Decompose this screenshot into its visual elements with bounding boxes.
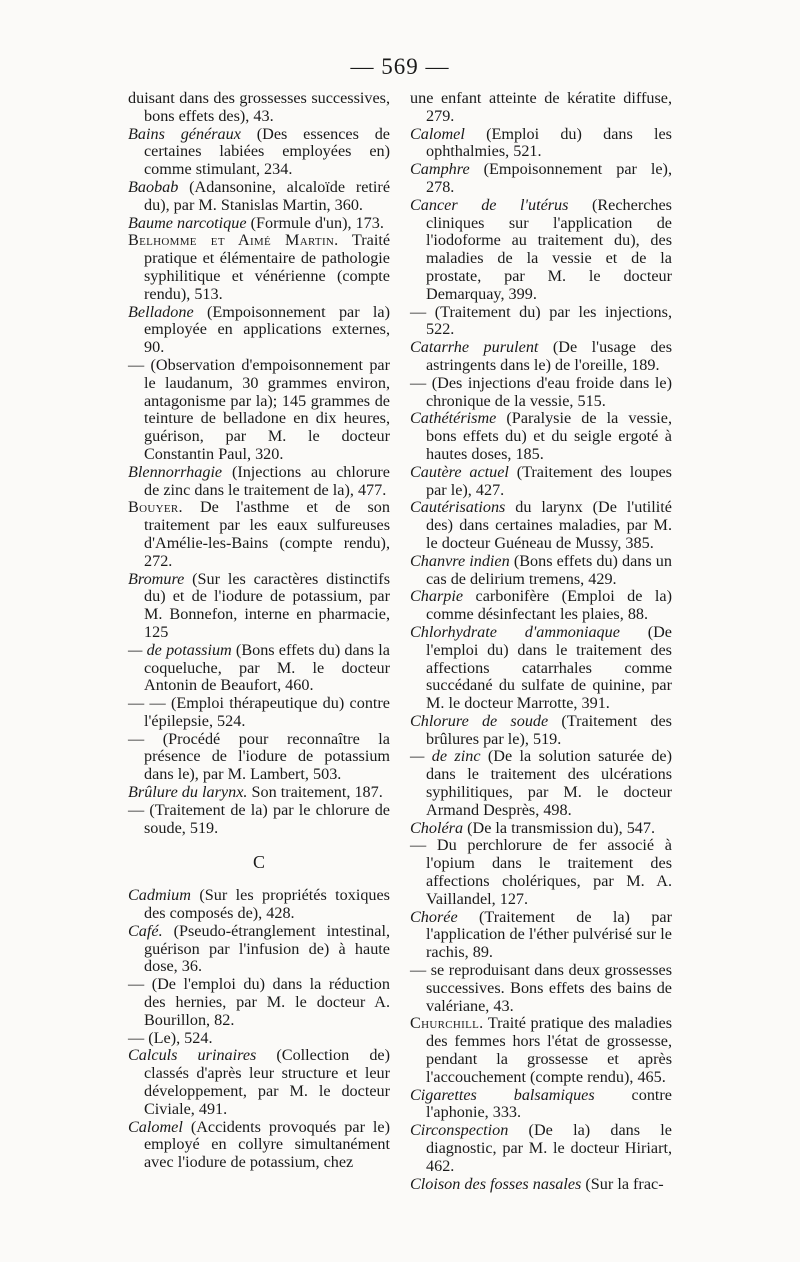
index-entry	[410, 499, 672, 552]
index-entry	[128, 90, 390, 126]
entry-text: (Sur les propriétés toxiques des composés de), 428.	[144, 886, 390, 923]
index-entry	[410, 161, 672, 197]
entry-text: contre l'aphonie, 333.	[426, 1085, 672, 1122]
entry-term: Cathétérisme	[410, 409, 497, 428]
entry-term: Chlorhydrate d'ammoniaque	[410, 622, 620, 641]
entry-term: Cautère actuel	[410, 462, 509, 481]
index-entry	[410, 820, 672, 838]
entry-term: Chlorure de soude	[410, 711, 549, 730]
entry-text: Traité pratique et élémentaire de pathologie syphilitique et vénérienne (compte rendu), 513.	[144, 231, 391, 303]
entry-text: du larynx (De l'utilité des) dans certaines maladies, par M. le docteur Guéneau de Mussy, 385.	[426, 498, 672, 552]
index-entry	[128, 784, 390, 802]
left-column	[128, 90, 390, 1172]
entry-term: Bouyer.	[128, 498, 183, 517]
entry-term: Choléra	[410, 818, 464, 837]
index-entry	[410, 1176, 672, 1194]
entry-text: — (Procédé pour reconnaître la présence de l'iodure de potassium dans le), par M. Lambert, 503.	[128, 729, 390, 784]
right-column	[410, 90, 672, 1193]
entry-term: Calomel	[410, 124, 465, 143]
entry-text: (De la transmission du), 547.	[463, 818, 656, 837]
index-entry	[128, 1047, 390, 1118]
entry-text: (Sur les caractères distinctifs du) et de l'iodure de potassium, par M. Bonnefon, interne en pharmacie, 125	[144, 569, 390, 641]
page-number: — 569 —	[350, 54, 450, 79]
entry-term: Chanvre indien	[410, 551, 510, 570]
entry-text: — (Le), 524.	[128, 1028, 213, 1047]
entry-term: Brûlure du larynx.	[128, 783, 248, 802]
entry-term: Catarrhe purulent	[410, 338, 539, 357]
index-entry	[410, 126, 672, 162]
index-entry	[410, 90, 672, 126]
entry-text: — — (Emploi thérapeutique du) contre l'épilepsie, 524.	[128, 694, 390, 730]
index-entry	[128, 215, 390, 233]
entry-text: — Du perchlorure de fer associé à l'opium dans le traitement des affections cholériques, par M. A. Vaillandel, 127.	[410, 836, 672, 908]
index-entry	[410, 837, 672, 908]
entry-text: (De la solution saturée de) dans le traitement des ulcérations syphilitiques, par M. le docteur Armand Desprès, 498.	[426, 747, 672, 819]
entry-term: Charpie	[410, 587, 464, 606]
entry-term: Baume narcotique	[128, 213, 247, 232]
index-entry	[128, 464, 390, 500]
entry-term: Blennorrhagie	[128, 462, 223, 481]
entry-term: Baobab	[128, 177, 179, 196]
entry-text: (De l'usage des astringents dans le) de l'oreille, 189.	[426, 338, 673, 374]
entry-text: duisant dans des grossesses successives, bons effets des), 43.	[128, 89, 390, 125]
entry-term: Cloison des fosses nasales	[410, 1174, 582, 1193]
entry-text: — (Observation d'empoisonnement par le laudanum, 30 grammes environ, antagonisme par la); 145 grammes de teinture de belladone en dix heures, guérison, par M. le docteur Constantin Paul, 320.	[128, 355, 390, 463]
index-entry	[128, 571, 390, 642]
entry-text: Son traitement, 187.	[247, 783, 383, 802]
index-entry	[128, 695, 390, 731]
index-entry	[128, 179, 390, 215]
entry-text: (Empoisonnement par la) employée en applications externes, 90.	[144, 302, 390, 357]
index-entry	[128, 499, 390, 570]
index-entry	[128, 642, 390, 695]
entry-term: Café.	[128, 921, 163, 940]
entry-text: — (Traitement de la) par le chlorure de soude, 519.	[128, 800, 390, 837]
entry-term: Cautérisations	[410, 498, 506, 517]
entries-b	[128, 90, 390, 837]
index-entry	[128, 976, 390, 1029]
entry-text: (Bons effets du) dans la coqueluche, par M. le docteur Antonin de Beaufort, 460.	[144, 640, 390, 695]
entry-text: De l'asthme et de son traitement par les eaux sulfureuses d'Amélie-les-Bains (compte rendu), 272.	[144, 498, 390, 570]
entries-c-continued	[410, 90, 672, 1193]
entry-term: Belladone	[128, 302, 194, 321]
index-entry	[410, 410, 672, 463]
entry-text: (Pseudo-étranglement intestinal, guérison par l'infusion de) à haute dose, 36.	[144, 921, 390, 976]
index-entry	[128, 304, 390, 357]
index-entry	[410, 624, 672, 713]
entry-term: Circonspection	[410, 1121, 509, 1140]
entry-term: Cancer de l'utérus	[410, 195, 569, 214]
entry-text: (Collection de) classés d'après leur structure et leur développement, par M. le docteur Civiale, 491.	[144, 1046, 390, 1118]
entry-text: (Bons effets du) dans un cas de delirium tremens, 429.	[426, 551, 672, 588]
index-entry	[410, 1122, 672, 1175]
entry-text: (Accidents provoqués par le) employé en collyre simultanément avec l'iodure de potassium, chez	[144, 1117, 390, 1172]
index-entry	[410, 909, 672, 962]
entry-term: Calculs urinaires	[128, 1046, 257, 1065]
index-entry	[128, 802, 390, 838]
entry-text: (Empoisonnement par le), 278.	[426, 160, 672, 196]
index-entry	[410, 339, 672, 375]
entry-term: Cigarettes balsamiques	[410, 1085, 595, 1104]
index-entry	[128, 887, 390, 923]
entry-text: — (Des injections d'eau froide dans le) chronique de la vessie, 515.	[410, 373, 672, 410]
index-entry	[128, 731, 390, 784]
index-entry	[410, 1087, 672, 1123]
index-entry	[410, 375, 672, 411]
entry-text: (Traitement de la) par l'application de l'éther pulvérisé sur le rachis, 89.	[426, 907, 672, 962]
entry-text: (Emploi du) dans les ophthalmies, 521.	[426, 124, 672, 161]
entry-text: (Adansonine, alcaloïde retiré du), par M. Stanislas Martin, 360.	[144, 177, 390, 214]
entry-term: Belhomme et Aimé Martin.	[128, 231, 339, 250]
entry-term: Churchill.	[410, 1014, 484, 1033]
index-entry	[128, 357, 390, 464]
entry-term: Cadmium	[128, 886, 191, 905]
entry-term: Camphre	[410, 160, 470, 179]
entry-term: Bains généraux	[128, 124, 241, 143]
index-entry	[410, 304, 672, 340]
entry-term: — de zinc	[410, 747, 481, 766]
index-entry	[128, 1119, 390, 1172]
entry-text: carbonifère (Emploi de la) comme désinfectant les plaies, 88.	[426, 587, 672, 624]
entry-text: (Formule d'un), 173.	[246, 213, 384, 232]
index-entry	[410, 197, 672, 304]
index-entry	[410, 588, 672, 624]
entry-text: une enfant atteinte de kératite diffuse, 279.	[410, 89, 672, 125]
entry-term: Bromure	[128, 569, 185, 588]
index-entry	[410, 748, 672, 819]
index-entry	[410, 553, 672, 589]
entry-text: (Traitement des loupes par le), 427.	[426, 462, 672, 499]
index-entry	[410, 464, 672, 500]
index-entry	[128, 1030, 390, 1048]
entry-term: Calomel	[128, 1117, 183, 1136]
entry-text: (Traitement des brûlures par le), 519.	[426, 711, 672, 748]
entry-text: (De l'emploi du) dans le traitement des affections catarrhales comme succédané du sulfate de quinine, par M. le docteur Marrotte, 391.	[426, 622, 672, 713]
index-entry	[128, 126, 390, 179]
entry-text: — (Traitement du) par les injections, 522.	[410, 302, 672, 339]
entries-c	[128, 887, 390, 1172]
entry-text: (Recherches cliniques sur l'application de l'iodoforme au traitement du), des maladies de la vessie et de la prostate, par M. le docteur Demarquay, 399.	[426, 195, 672, 303]
index-entry	[128, 232, 390, 303]
entry-text: (De la) dans le diagnostic, par M. le docteur Hiriart, 462.	[426, 1121, 672, 1175]
entry-text: — se reproduisant dans deux grossesses successives. Bons effets des bains de valériane, 43.	[410, 961, 672, 1015]
index-entry	[128, 923, 390, 976]
entry-text: (Paralysie de la vessie, bons effets du) et du seigle ergoté à hautes doses, 185.	[426, 409, 672, 463]
entry-text: (Des essences de certaines labiées employées en) comme stimulant, 234.	[144, 124, 390, 179]
entry-term: Chorée	[410, 907, 458, 926]
index-entry	[410, 962, 672, 1015]
entry-text: (Sur la frac-	[581, 1174, 664, 1193]
section-letter-heading: C	[252, 852, 265, 873]
entry-term: — de potassium	[128, 640, 232, 659]
index-entry	[410, 713, 672, 749]
entry-text: — (De l'emploi du) dans la réduction des hernies, par M. le docteur A. Bourillon, 82.	[128, 975, 390, 1029]
entry-text: Traité pratique des maladies des femmes hors l'état de grossesse, pendant la grossesse et après l'accouchement (compte rendu), 465.	[426, 1014, 672, 1086]
entry-text: (Injections au chlorure de zinc dans le traitement de la), 477.	[144, 462, 390, 499]
index-entry	[410, 1015, 672, 1086]
